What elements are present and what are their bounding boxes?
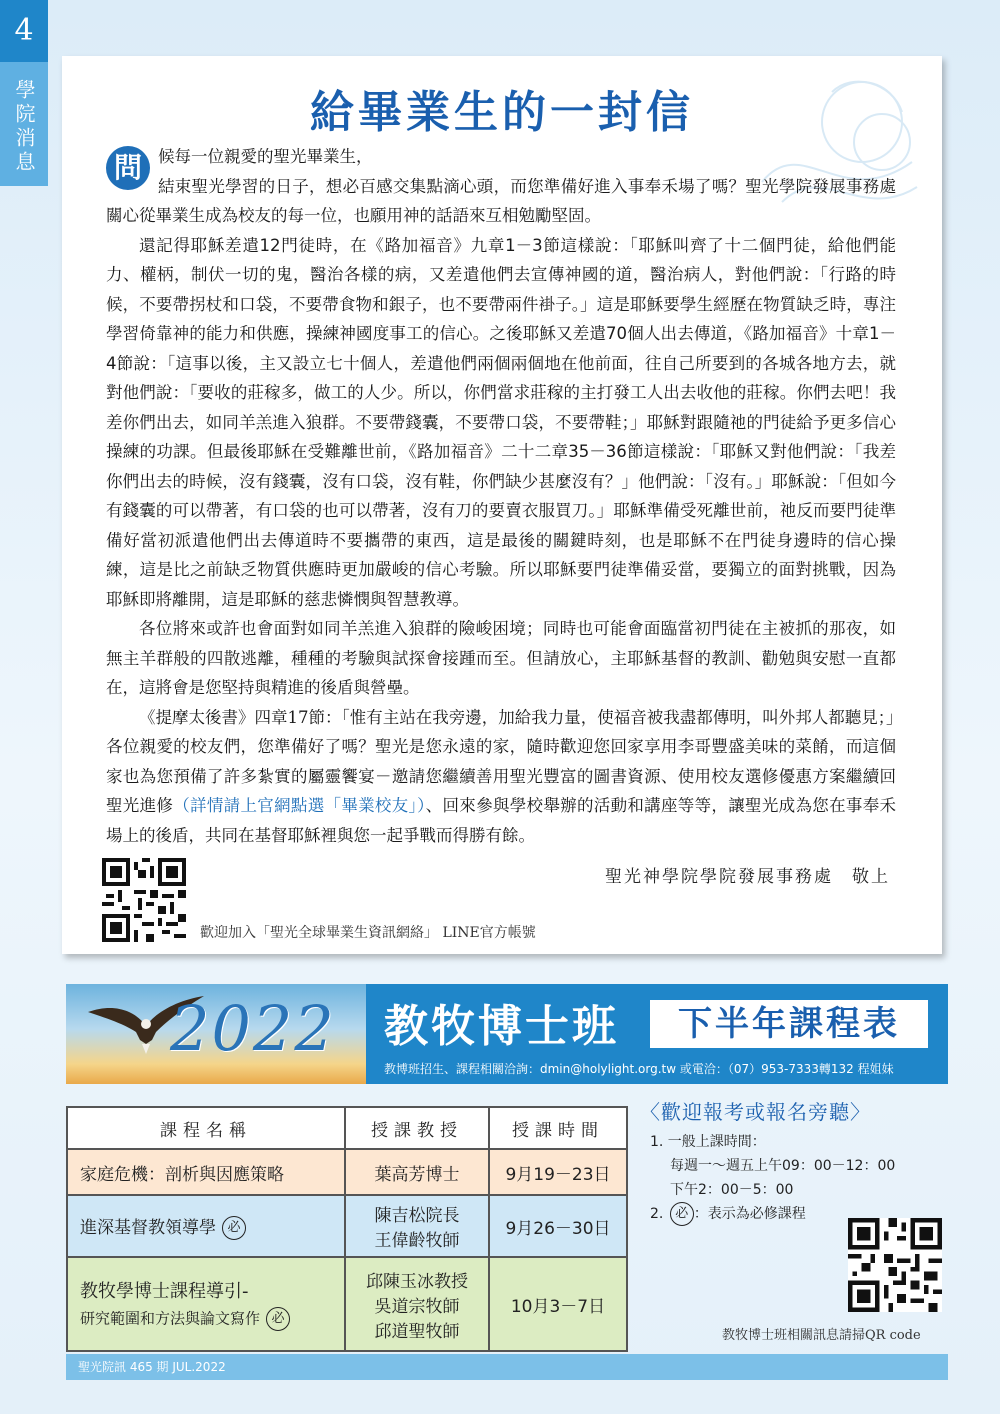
course-teacher — [345, 1257, 489, 1351]
course-schedule-table — [66, 1106, 628, 1352]
text-run: 這是耶穌要學生經歷在物質缺乏時，專注學習倚靠神的能力和供應，操練神國度事工的信心。之後耶穌又差遣70個人出去傳道，《路加福音》十章1－4節說： — [106, 294, 897, 373]
course-name — [67, 1195, 345, 1257]
table-row — [67, 1149, 627, 1195]
page-footer: 聖光院訊 465 期 JUL.2022 — [66, 1354, 948, 1380]
column-header-course: 課程名稱 — [67, 1107, 345, 1149]
dropcap: 問 — [106, 146, 150, 190]
teacher-name: 葉高芳博士 — [374, 1164, 460, 1185]
text-run: 耶穌準備受死離世前，祂反而要門徒準備好當初派遣他們出去傳道時不要攜帶的東西，這是最後的關鍵時刻，也是耶穌不在門徒身邊時的信心操練，這是比之前缺乏物質供應時更加嚴峻的信心考驗。所以耶穌要門徒準備妥當，要獨立的面對挑戰，因為耶穌即將離開，這是耶穌的慈悲憐憫與智慧教導。 — [106, 501, 897, 609]
notes-item-1-morning: 每週一～週五上午09：00－12：00 — [670, 1158, 896, 1174]
course-date: 9月19－23日 — [489, 1149, 627, 1195]
banner-year: 2022 — [170, 992, 336, 1065]
scripture-quote: 「這事以後，主又設立七十個人，差遣他們兩個兩個地在他前面，往自己所要到的各城各地方去，就對他們說：「要收的莊稼多，做工的人少。所以，你們當求莊稼的主打發工人出去收他的莊稼。你們去吧！我差你們出去，如同羊羔進入狼群。不要帶錢囊，不要帶口袋，不要帶鞋；」 — [106, 353, 897, 432]
letter-title: 給畢業生的一封信 — [310, 87, 694, 138]
letter-paragraph-4 — [106, 703, 903, 851]
table-header-row — [67, 1107, 627, 1149]
teacher-name: 邱道聖牧師 — [374, 1321, 460, 1342]
course-name-subline — [80, 1307, 344, 1331]
text-run: 耶穌對跟隨祂的門徒給予更多信心操練的功課。但最後耶穌在受難離世前，《路加福音》二十二章35－36節這樣說： — [106, 412, 897, 461]
section-label: 學院消息 — [0, 62, 48, 186]
line-qr-caption: 歡迎加入「聖光全球畢業生資訊網絡」 LINE官方帳號 — [200, 925, 536, 941]
notes-item-2-text: ：表示為必修課程 — [693, 1206, 806, 1222]
letter-paragraph-1: 結束聖光學習的日子，想必百感交集點滴心頭，而您準備好進入事奉禾場了嗎？聖光學院發展事務處關心從畢業生成為校友的每一位，也願用神的話語來互相勉勵堅固。 — [106, 176, 896, 225]
notes-item-1-afternoon: 下午2：00－5：00 — [670, 1182, 794, 1198]
text-run: 各位親愛的校友們，您準備好了嗎？聖光是您永遠的家，隨時歡迎您回家享用李哥豐盛美味的菜餚，而這個家也為您預備了許多紮實的屬靈饗宴－邀請您繼續善用聖光豐富的圖書資源、使用校友選修優惠方案繼續回聖光進修 — [106, 737, 896, 815]
course-teacher — [345, 1149, 489, 1195]
banner-subtitle: 下半年課程表 — [650, 1000, 928, 1048]
letter-paragraph-3: 各位將來或許也會面對如同羊羔進入狼群的險峻困境；同時也可能會面臨當初門徒在主被抓的那夜，如無主羊群般的四散逃離，種種的考驗與試探會接踵而至。但請放心，主耶穌基督的教訓、勸勉與安慰一直都在，這將會是您堅持與精進的後盾與營壘。 — [106, 619, 896, 697]
course-name — [67, 1149, 345, 1195]
teacher-name: 吳道宗牧師 — [374, 1296, 460, 1317]
course-qr-caption: 教牧博士班相關訊息請掃QR code — [722, 1328, 921, 1343]
course-teacher — [345, 1195, 489, 1257]
teacher-name: 陳吉松院長 — [374, 1206, 460, 1226]
banner-contact: 教博班招生、課程相關洽詢：dmin@holylight.org.tw 或電洽：（07）953-7333轉132 程姐妹 — [384, 1062, 894, 1076]
table-row — [67, 1257, 627, 1351]
notes-item-1: 1. 一般上課時間： — [650, 1134, 766, 1150]
registration-notes — [640, 1100, 940, 1226]
required-mark-icon: 必 — [670, 1202, 694, 1226]
course-name — [67, 1257, 345, 1351]
table-row — [67, 1195, 627, 1257]
course-name-text: 家庭危機：剖析與因應策略 — [80, 1164, 284, 1185]
letter-signature: 聖光神學院學院發展事務處 敬上 — [605, 867, 890, 887]
required-mark-icon: 必 — [222, 1216, 246, 1240]
course-name-text: 進深基督教領導學 — [80, 1217, 216, 1238]
course-date: 10月3－7日 — [489, 1257, 627, 1351]
text-run: 、回來參與學校舉辦的活動和講座等等，讓聖光成為您在事奉禾場上的後盾，共同在基督耶穌裡與您一起爭戰而得勝有餘。 — [106, 796, 897, 845]
banner-title: 教牧博士班 — [384, 1001, 619, 1052]
text-run: 還記得耶穌差遣12門徒時，在《路加福音》九章1－3節這樣說： — [139, 235, 630, 255]
letter-body — [106, 142, 903, 850]
column-header-teacher: 授課教授 — [345, 1107, 489, 1149]
letter-card — [62, 56, 942, 954]
letter-paragraph-2 — [106, 231, 896, 615]
course-banner — [66, 984, 948, 1084]
course-qr-code-icon[interactable] — [848, 1218, 942, 1312]
scripture-quote: 「耶穌叫齊了十二個門徒，給他們能力、權柄，制伏一切的鬼，醫治各樣的病，又差遣他們去宣傳神國的道，醫治病人，對他們說：「行路的時候，不要帶拐杖和口袋，不要帶食物和銀子，也不要帶兩件褂子。」 — [106, 235, 896, 314]
notes-heading: 〈歡迎報考或報名旁聽〉 — [640, 1100, 871, 1124]
column-header-time: 授課時間 — [489, 1107, 627, 1149]
line-qr-code-icon[interactable] — [102, 858, 186, 942]
course-name-text: 教牧學博士課程導引- — [80, 1281, 249, 1302]
letter-greeting: 候每一位親愛的聖光畢業生， — [158, 147, 373, 166]
scripture-quote: 「耶穌又對他們說：「我差你們出去的時候，沒有錢囊，沒有口袋，沒有鞋，你們缺少甚麼沒有？」他們說：「沒有。」耶穌說：「但如今有錢囊的可以帶著，有口袋的也可以帶著，沒有刀的要賣衣服買刀。」 — [106, 442, 897, 520]
required-mark-icon: 必 — [266, 1307, 290, 1331]
course-date: 9月26－30日 — [489, 1195, 627, 1257]
teacher-name: 王偉齡牧師 — [374, 1231, 460, 1251]
teacher-name: 邱陳玉冰教授 — [366, 1271, 468, 1292]
course-name-text: 研究範圍和方法與論文寫作 — [80, 1309, 261, 1328]
page-number: 4 — [14, 13, 34, 48]
website-note-link: （詳情請上官網點選「畢業校友」） — [173, 796, 426, 815]
notes-item-2-number: 2. — [650, 1206, 664, 1222]
scripture-quote: 《提摩太後書》四章17節：「惟有主站在我旁邊，加給我力量，使福音被我盡都傳明，叫外邦人都聽見；」 — [139, 707, 903, 727]
